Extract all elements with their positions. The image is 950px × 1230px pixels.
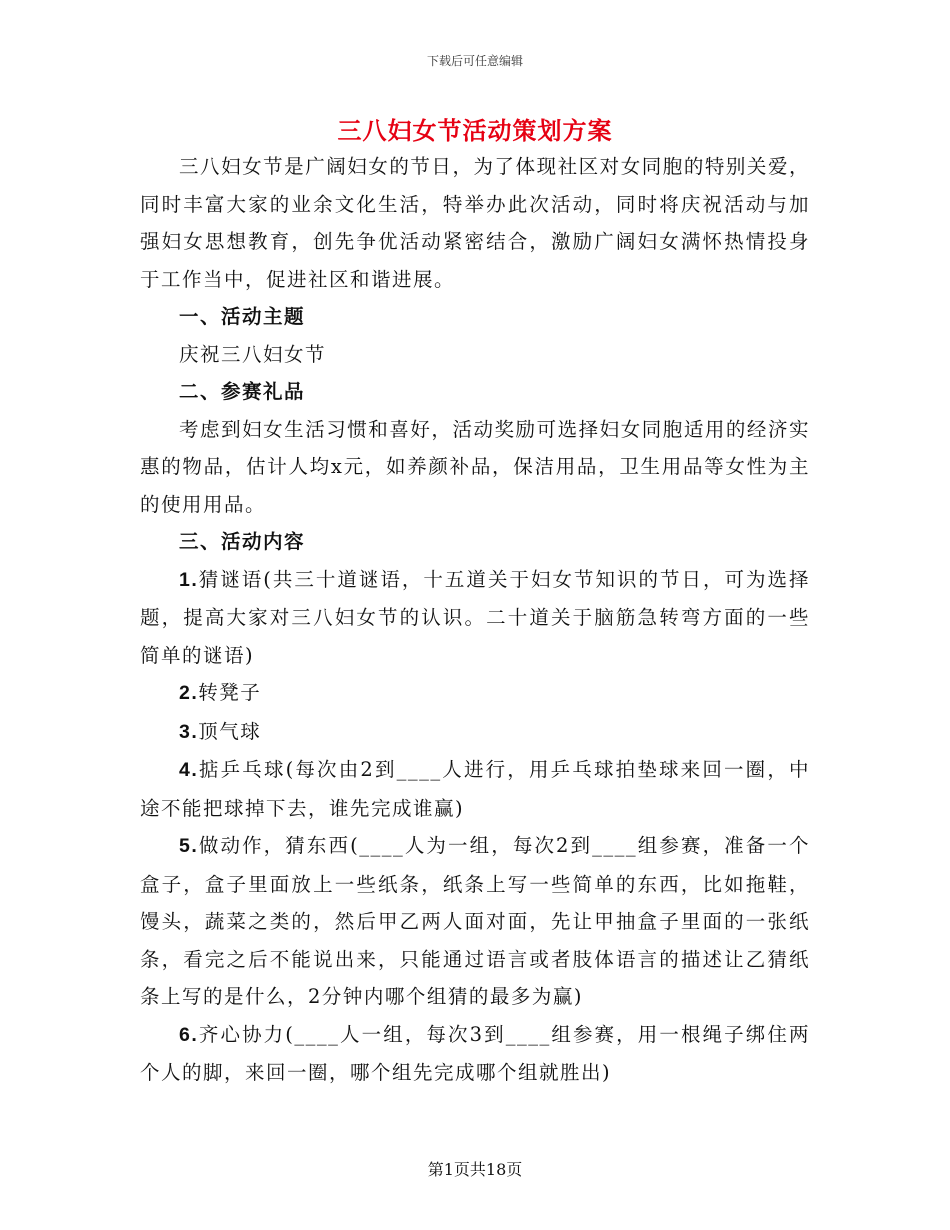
- item-text: 猜谜语(共三十道谜语，十五道关于妇女节知识的节日，可为选择题，提高大家对三八妇女节的认识。二十道关于脑筋急转弯方面的一些简单的谜语): [140, 567, 810, 667]
- item-number: 6.: [179, 1023, 199, 1046]
- document-body: [140, 148, 810, 1092]
- item-text: 齐心协力(____人一组，每次3到____组参赛，用一根绳子绑住两个人的脚，来回一圈，哪个组先完成哪个组就胜出): [140, 1022, 810, 1084]
- item-text: 掂乒乓球(每次由2到____人进行，用乒乓球拍垫球来回一圈，中途不能把球掉下去，谁先完成谁赢): [140, 758, 810, 820]
- item-number: 5.: [179, 835, 199, 857]
- prizes-text: 考虑到妇女生活习惯和喜好，活动奖励可选择妇女同胞适用的经济实惠的物品，估计人均x元，如养颜补品，保洁用品，卫生用品等女性为主的使用用品。: [140, 417, 810, 516]
- item-number: 2.: [179, 682, 199, 704]
- list-item: [140, 674, 810, 713]
- document-title: 三八妇女节活动策划方案: [337, 116, 613, 145]
- theme-text: 庆祝三八妇女节: [179, 342, 327, 366]
- section-heading-prizes: 二、参赛礼品: [179, 380, 306, 403]
- list-item: [140, 713, 810, 752]
- item-number: 1.: [179, 568, 199, 591]
- list-item: [140, 1016, 810, 1092]
- list-item: [140, 751, 810, 827]
- list-item: [140, 561, 810, 675]
- item-number: 4.: [179, 759, 199, 781]
- intro-paragraph: 三八妇女节是广阔妇女的节日，为了体现社区对女同胞的特别关爱，同时丰富大家的业余文化生活，特举办此次活动，同时将庆祝活动与加强妇女思想教育，创先争优活动紧密结合，激励广阔妇女满怀热情投身于工作当中，促进社区和谐进展。: [140, 155, 810, 291]
- header-note: 下载后可任意编辑: [426, 54, 523, 68]
- list-item: [140, 827, 810, 1016]
- section-heading-content: 三、活动内容: [179, 530, 306, 553]
- item-text: 转凳子: [198, 681, 262, 704]
- item-text: 顶气球: [198, 719, 262, 743]
- item-text: 做动作，猜东西(____人为一组，每次2到____组参赛，准备一个盒子，盒子里面放上一些纸条，纸条上写一些简单的东西，比如拖鞋，馒头，蔬菜之类的，然后甲乙两人面对面，先让甲抽盒子里面的一张纸条，看完之后不能说出来，只能通过语言或者肢体语言的描述让乙猜纸条上写的是什么，2分钟内哪个组猜的最多为赢): [140, 834, 810, 1008]
- page-footer: 第1页共18页: [427, 1160, 523, 1179]
- item-number: 3.: [179, 720, 199, 743]
- section-heading-theme: 一、活动主题: [179, 305, 306, 328]
